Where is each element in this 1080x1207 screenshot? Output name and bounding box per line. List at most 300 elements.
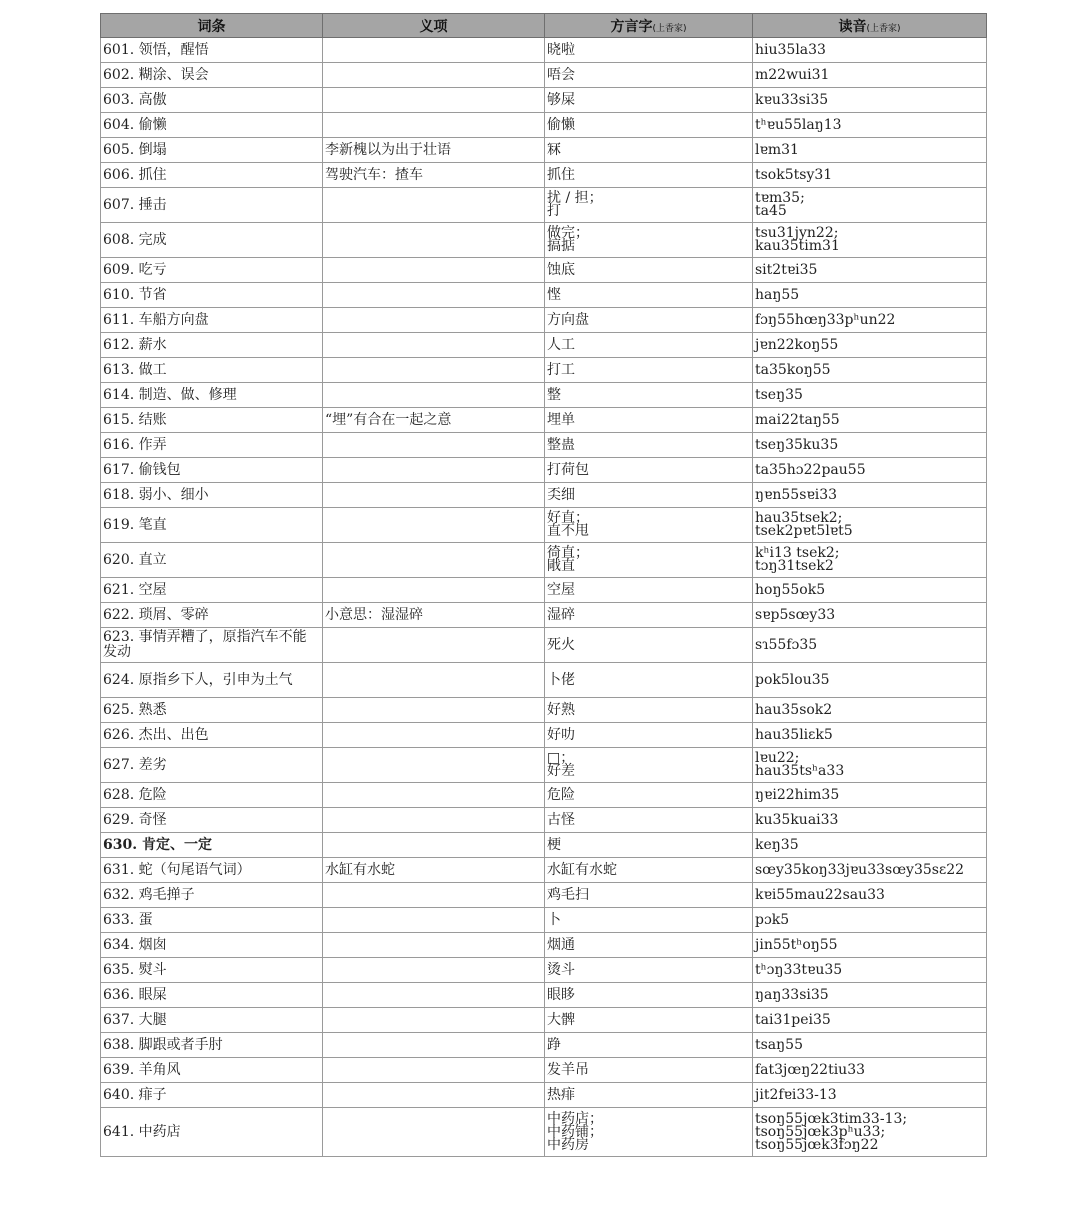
table-row: [101, 628, 987, 663]
term-cell: 639. 羊角风: [101, 1058, 323, 1083]
dialect-word-line: 鸡毛扫: [547, 886, 589, 903]
dialect-word-line: 眼眵: [547, 986, 575, 1003]
header-meaning: 义项: [323, 14, 545, 38]
dialect-word-line: 好直；: [547, 510, 589, 526]
table-row: [101, 723, 987, 748]
meaning-cell: [323, 483, 545, 508]
pronunciation-cell: [753, 433, 987, 458]
dialect-word-cell: [545, 628, 753, 663]
pronunciation-cell: [753, 578, 987, 603]
term-cell: 604. 偷懒: [101, 113, 323, 138]
meaning-cell: [323, 113, 545, 138]
pronunciation-cell: [753, 483, 987, 508]
meaning-cell: 驾驶汽车：揸车: [323, 163, 545, 188]
pronunciation-cell: [753, 358, 987, 383]
pronunciation-cell: [753, 113, 987, 138]
term-cell: 609. 吃亏: [101, 258, 323, 283]
dialect-word-line: 戙直: [547, 558, 575, 574]
dialect-word-cell: [545, 883, 753, 908]
term-cell: 617. 偷钱包: [101, 458, 323, 483]
table-row: [101, 458, 987, 483]
pronunciation-line: ta35hɔ22pau55: [755, 461, 866, 478]
dialect-word-cell: [545, 333, 753, 358]
term-cell: 632. 鸡毛掸子: [101, 883, 323, 908]
dialect-word-cell: [545, 1108, 753, 1157]
dialect-word-cell: [545, 508, 753, 543]
pronunciation-line: tsaŋ55: [755, 1036, 803, 1053]
meaning-cell: 李新槐以为出于壮语: [323, 138, 545, 163]
pronunciation-cell: [753, 1008, 987, 1033]
term-cell: 625. 熟悉: [101, 698, 323, 723]
header-pronunciation: [753, 14, 987, 38]
pronunciation-line: tai31pei35: [755, 1011, 831, 1028]
pronunciation-line: mai22taŋ55: [755, 411, 840, 428]
dialect-word-cell: [545, 748, 753, 783]
pronunciation-line: tseŋ35ku35: [755, 436, 839, 453]
dialect-word-cell: [545, 38, 753, 63]
meaning-cell: [323, 63, 545, 88]
dialect-word-line: 打: [547, 203, 561, 219]
term-cell: 602. 糊涂、误会: [101, 63, 323, 88]
pronunciation-line: sit2tɐi35: [755, 261, 818, 278]
dialect-word-cell: [545, 138, 753, 163]
pronunciation-cell: [753, 783, 987, 808]
table-row: [101, 308, 987, 333]
pronunciation-cell: [753, 1033, 987, 1058]
meaning-cell: [323, 258, 545, 283]
pronunciation-line: ta35koŋ55: [755, 361, 831, 378]
table-row: [101, 933, 987, 958]
dialect-word-line: 古怪: [547, 811, 575, 828]
pronunciation-line: jin55tʰoŋ55: [755, 936, 838, 953]
dialect-word-cell: [545, 308, 753, 333]
pronunciation-line: hau35tsek2;: [755, 510, 843, 526]
pronunciation-line: tsu31jyn22;: [755, 225, 839, 241]
dialect-word-line: 埋单: [547, 411, 575, 428]
pronunciation-cell: [753, 663, 987, 698]
pronunciation-line: tsoŋ55jœk3fɔŋ22: [755, 1136, 879, 1153]
table-row: [101, 858, 987, 883]
term-cell: 603. 高傲: [101, 88, 323, 113]
meaning-cell: [323, 508, 545, 543]
dialect-word-line: 烟通: [547, 936, 575, 953]
dialect-word-line: 直不甩: [547, 523, 589, 539]
pronunciation-line: ta45: [755, 203, 787, 219]
term-cell: 618. 弱小、细小: [101, 483, 323, 508]
pronunciation-line: tʰɐu55laŋ13: [755, 116, 842, 133]
meaning-cell: [323, 458, 545, 483]
meaning-cell: [323, 88, 545, 113]
dialect-word-line: □；: [547, 750, 575, 766]
dialect-word-line: 好叻: [547, 726, 575, 743]
pronunciation-cell: [753, 933, 987, 958]
table-row: [101, 63, 987, 88]
dialect-word-cell: [545, 113, 753, 138]
dialect-word-line: 水缸有水蛇: [547, 861, 617, 878]
dialect-word-cell: [545, 933, 753, 958]
term-cell: 612. 薪水: [101, 333, 323, 358]
term-cell: 610. 节省: [101, 283, 323, 308]
pronunciation-line: hoŋ55ok5: [755, 581, 826, 598]
dialect-word-line: 热痱: [547, 1086, 575, 1103]
dialect-word-line: 发羊吊: [547, 1061, 589, 1078]
table-row: [101, 1108, 987, 1157]
dialect-word-cell: [545, 908, 753, 933]
table-row: [101, 483, 987, 508]
meaning-cell: [323, 883, 545, 908]
dialect-word-line: 好差: [547, 763, 575, 779]
dialect-word-line: 梗: [547, 836, 561, 853]
pronunciation-line: kɐu33si35: [755, 91, 829, 108]
header-dialect-word-note: (上香家): [652, 23, 687, 34]
pronunciation-line: hau35tsʰa33: [755, 763, 845, 779]
meaning-cell: [323, 1058, 545, 1083]
dialect-word-cell: [545, 833, 753, 858]
term-cell: 640. 痱子: [101, 1083, 323, 1108]
pronunciation-cell: [753, 983, 987, 1008]
table-row: [101, 333, 987, 358]
table-row: [101, 543, 987, 578]
meaning-cell: [323, 783, 545, 808]
dialect-word-cell: [545, 983, 753, 1008]
dialect-word-line: 偷懒: [547, 116, 575, 133]
dialect-word-cell: [545, 1033, 753, 1058]
dialect-word-cell: [545, 663, 753, 698]
meaning-cell: [323, 223, 545, 258]
table-row: [101, 958, 987, 983]
dialect-word-line: 扰 / 担；: [547, 190, 603, 206]
meaning-cell: [323, 933, 545, 958]
pronunciation-line: kɐi55mau22sau33: [755, 886, 885, 903]
meaning-cell: [323, 283, 545, 308]
meaning-cell: [323, 578, 545, 603]
dialect-word-cell: [545, 223, 753, 258]
dialect-word-line: 抓住: [547, 166, 575, 183]
table-body: [101, 38, 987, 1157]
pronunciation-line: hau35sok2: [755, 701, 833, 718]
meaning-cell: [323, 983, 545, 1008]
dialect-word-line: 踭: [547, 1036, 561, 1053]
term-cell: 629. 奇怪: [101, 808, 323, 833]
pronunciation-line: jɐn22koŋ55: [755, 336, 839, 353]
term-cell: 614. 制造、做、修理: [101, 383, 323, 408]
dialect-word-cell: [545, 383, 753, 408]
pronunciation-cell: [753, 88, 987, 113]
meaning-cell: [323, 908, 545, 933]
dialect-word-cell: [545, 63, 753, 88]
term-cell: 630. 肯定、一定: [101, 833, 323, 858]
meaning-cell: [323, 38, 545, 63]
dialect-word-cell: [545, 458, 753, 483]
dialect-word-line: 搞掂: [547, 238, 575, 254]
pronunciation-cell: [753, 543, 987, 578]
meaning-cell: [323, 1033, 545, 1058]
dialect-word-line: 做完；: [547, 225, 589, 241]
term-cell: 621. 空屋: [101, 578, 323, 603]
term-cell: 627. 差劣: [101, 748, 323, 783]
dialect-word-cell: [545, 283, 753, 308]
dialect-word-line: 蚀底: [547, 261, 575, 278]
table-row: [101, 983, 987, 1008]
meaning-cell: [323, 1083, 545, 1108]
term-cell: 611. 车船方向盘: [101, 308, 323, 333]
header-pronunciation-note: (上香家): [866, 23, 901, 34]
pronunciation-line: tsoŋ55jœk3tim33-13;: [755, 1110, 908, 1127]
dialect-word-line: 打荷包: [547, 461, 589, 478]
pronunciation-line: pok5lou35: [755, 671, 830, 688]
dialect-word-cell: [545, 88, 753, 113]
table-row: [101, 783, 987, 808]
meaning-cell: [323, 383, 545, 408]
dialect-word-line: 中药房: [547, 1136, 589, 1153]
dialect-word-cell: [545, 408, 753, 433]
pronunciation-cell: [753, 283, 987, 308]
pronunciation-line: sœy35koŋ33jɐu33sœy35sɛ22: [755, 861, 965, 878]
meaning-cell: [323, 958, 545, 983]
term-cell: 601. 领悟，醒悟: [101, 38, 323, 63]
table-row: [101, 408, 987, 433]
table-header-row: [101, 14, 987, 38]
dialect-word-cell: [545, 358, 753, 383]
dialect-word-cell: [545, 723, 753, 748]
pronunciation-line: ku35kuai33: [755, 811, 839, 828]
pronunciation-cell: [753, 858, 987, 883]
pronunciation-line: ŋɐi22him35: [755, 786, 840, 803]
term-cell: 605. 倒塌: [101, 138, 323, 163]
dialect-word-line: 死火: [547, 636, 575, 653]
pronunciation-cell: [753, 223, 987, 258]
table-row: [101, 1008, 987, 1033]
table-row: [101, 88, 987, 113]
table-row: [101, 358, 987, 383]
pronunciation-line: sɐp5sœy33: [755, 606, 836, 623]
term-cell: 613. 做工: [101, 358, 323, 383]
dialect-word-cell: [545, 1058, 753, 1083]
table-row: [101, 1083, 987, 1108]
dialect-word-cell: [545, 578, 753, 603]
pronunciation-line: tɐm35;: [755, 190, 805, 206]
term-cell: 637. 大腿: [101, 1008, 323, 1033]
dialect-word-line: 烫斗: [547, 961, 575, 978]
dialect-word-line: 徛直；: [547, 545, 589, 561]
table-row: [101, 113, 987, 138]
table-row: [101, 1033, 987, 1058]
meaning-cell: [323, 808, 545, 833]
dialect-word-cell: [545, 163, 753, 188]
pronunciation-cell: [753, 958, 987, 983]
dialect-word-line: 晓啦: [547, 41, 575, 58]
pronunciation-line: ŋɐn55sɐi33: [755, 486, 838, 503]
pronunciation-cell: [753, 833, 987, 858]
pronunciation-cell: [753, 138, 987, 163]
pronunciation-cell: [753, 1083, 987, 1108]
dialect-vocabulary-table: [100, 13, 987, 1157]
term-cell: 623. 事情弄糟了，原指汽车不能发动: [101, 628, 323, 663]
table-row: [101, 163, 987, 188]
pronunciation-line: tɔŋ31tsek2: [755, 558, 834, 574]
table-row: [101, 748, 987, 783]
header-dialect-word: [545, 14, 753, 38]
dialect-word-line: 奀细: [547, 486, 575, 503]
table-row: [101, 223, 987, 258]
pronunciation-cell: [753, 38, 987, 63]
dialect-word-cell: [545, 958, 753, 983]
term-cell: 626. 杰出、出色: [101, 723, 323, 748]
pronunciation-line: keŋ35: [755, 836, 799, 853]
term-cell: 619. 笔直: [101, 508, 323, 543]
pronunciation-cell: [753, 1108, 987, 1157]
pronunciation-line: tʰɔŋ33tɐu35: [755, 961, 843, 978]
pronunciation-line: jit2fɐi33-13: [755, 1086, 837, 1103]
table-row: [101, 508, 987, 543]
dialect-word-cell: [545, 698, 753, 723]
term-cell: 616. 作弄: [101, 433, 323, 458]
term-cell: 622. 琐屑、零碎: [101, 603, 323, 628]
dialect-word-line: 整蛊: [547, 436, 575, 453]
dialect-word-line: 危险: [547, 786, 575, 803]
pronunciation-cell: [753, 1058, 987, 1083]
meaning-cell: [323, 433, 545, 458]
pronunciation-cell: [753, 748, 987, 783]
dialect-word-line: 人工: [547, 336, 575, 353]
pronunciation-cell: [753, 163, 987, 188]
pronunciation-cell: [753, 883, 987, 908]
term-cell: 628. 危险: [101, 783, 323, 808]
meaning-cell: [323, 358, 545, 383]
term-cell: 631. 蛇（句尾语气词）: [101, 858, 323, 883]
dialect-word-line: 冧: [547, 141, 561, 158]
term-cell: 606. 抓住: [101, 163, 323, 188]
meaning-cell: [323, 308, 545, 333]
meaning-cell: [323, 663, 545, 698]
pronunciation-line: fɔŋ55hœŋ33pʰun22: [755, 311, 896, 328]
term-cell: 641. 中药店: [101, 1108, 323, 1157]
table-row: [101, 603, 987, 628]
pronunciation-line: tsoŋ55jœk3pʰu33;: [755, 1123, 886, 1140]
dialect-word-line: 空屋: [547, 581, 575, 598]
dialect-word-line: 卜佬: [547, 671, 575, 688]
meaning-cell: 小意思：湿湿碎: [323, 603, 545, 628]
pronunciation-line: fat3jœŋ22tiu33: [755, 1061, 866, 1078]
dialect-word-line: 卜: [547, 911, 561, 928]
dialect-word-line: 中药铺；: [547, 1123, 603, 1140]
dialect-word-cell: [545, 433, 753, 458]
dialect-vocabulary-table-container: [100, 13, 987, 1157]
dialect-word-cell: [545, 258, 753, 283]
dialect-word-line: 悭: [547, 286, 561, 303]
table-row: [101, 138, 987, 163]
pronunciation-line: kau35tim31: [755, 238, 840, 254]
dialect-word-cell: [545, 858, 753, 883]
meaning-cell: [323, 333, 545, 358]
meaning-cell: “埋”有合在一起之意: [323, 408, 545, 433]
table-row: [101, 383, 987, 408]
table-row: [101, 283, 987, 308]
table-row: [101, 698, 987, 723]
table-row: [101, 433, 987, 458]
table-row: [101, 833, 987, 858]
dialect-word-cell: [545, 483, 753, 508]
pronunciation-cell: [753, 908, 987, 933]
term-cell: 608. 完成: [101, 223, 323, 258]
pronunciation-line: tsok5tsy31: [755, 166, 833, 183]
table-row: [101, 883, 987, 908]
meaning-cell: [323, 1008, 545, 1033]
table-row: [101, 38, 987, 63]
header-dialect-word-label: 方言字: [610, 18, 653, 35]
dialect-word-cell: [545, 188, 753, 223]
term-cell: 624. 原指乡下人，引申为土气: [101, 663, 323, 698]
pronunciation-line: sɿ55fɔ35: [755, 636, 818, 653]
dialect-word-line: 打工: [547, 361, 575, 378]
pronunciation-cell: [753, 333, 987, 358]
dialect-word-line: 方向盘: [547, 311, 589, 328]
dialect-word-cell: [545, 603, 753, 628]
meaning-cell: [323, 723, 545, 748]
pronunciation-cell: [753, 628, 987, 663]
dialect-word-cell: [545, 1008, 753, 1033]
dialect-word-line: 好熟: [547, 701, 575, 718]
term-cell: 633. 蛋: [101, 908, 323, 933]
term-cell: 635. 熨斗: [101, 958, 323, 983]
dialect-word-line: 唔会: [547, 66, 575, 83]
pronunciation-line: tseŋ35: [755, 386, 803, 403]
pronunciation-cell: [753, 63, 987, 88]
header-pronunciation-label: 读音: [838, 18, 867, 35]
table-row: [101, 663, 987, 698]
dialect-word-cell: [545, 783, 753, 808]
dialect-word-line: 大髀: [547, 1011, 575, 1028]
pronunciation-line: lɐu22;: [755, 750, 800, 766]
table-row: [101, 1058, 987, 1083]
pronunciation-cell: [753, 698, 987, 723]
dialect-word-line: 整: [547, 386, 561, 403]
term-cell: 620. 直立: [101, 543, 323, 578]
dialect-word-cell: [545, 1083, 753, 1108]
pronunciation-line: hau35liɛk5: [755, 726, 833, 743]
meaning-cell: [323, 698, 545, 723]
pronunciation-line: ŋaŋ33si35: [755, 986, 829, 1003]
pronunciation-line: m22wui31: [755, 66, 830, 83]
dialect-word-line: 中药店；: [547, 1110, 603, 1127]
term-cell: 636. 眼屎: [101, 983, 323, 1008]
term-cell: 638. 脚跟或者手肘: [101, 1033, 323, 1058]
pronunciation-cell: [753, 383, 987, 408]
table-row: [101, 808, 987, 833]
term-cell: 607. 捶击: [101, 188, 323, 223]
pronunciation-cell: [753, 458, 987, 483]
meaning-cell: [323, 543, 545, 578]
pronunciation-line: lɐm31: [755, 141, 799, 158]
meaning-cell: [323, 833, 545, 858]
dialect-word-line: 够屎: [547, 91, 575, 108]
term-cell: 615. 结账: [101, 408, 323, 433]
meaning-cell: [323, 1108, 545, 1157]
meaning-cell: [323, 748, 545, 783]
pronunciation-line: haŋ55: [755, 286, 800, 303]
pronunciation-cell: [753, 308, 987, 333]
meaning-cell: [323, 188, 545, 223]
pronunciation-cell: [753, 808, 987, 833]
table-row: [101, 908, 987, 933]
table-row: [101, 578, 987, 603]
pronunciation-cell: [753, 508, 987, 543]
pronunciation-cell: [753, 408, 987, 433]
term-cell: 634. 烟囱: [101, 933, 323, 958]
table-row: [101, 258, 987, 283]
table-row: [101, 188, 987, 223]
pronunciation-line: hiu35la33: [755, 41, 826, 58]
